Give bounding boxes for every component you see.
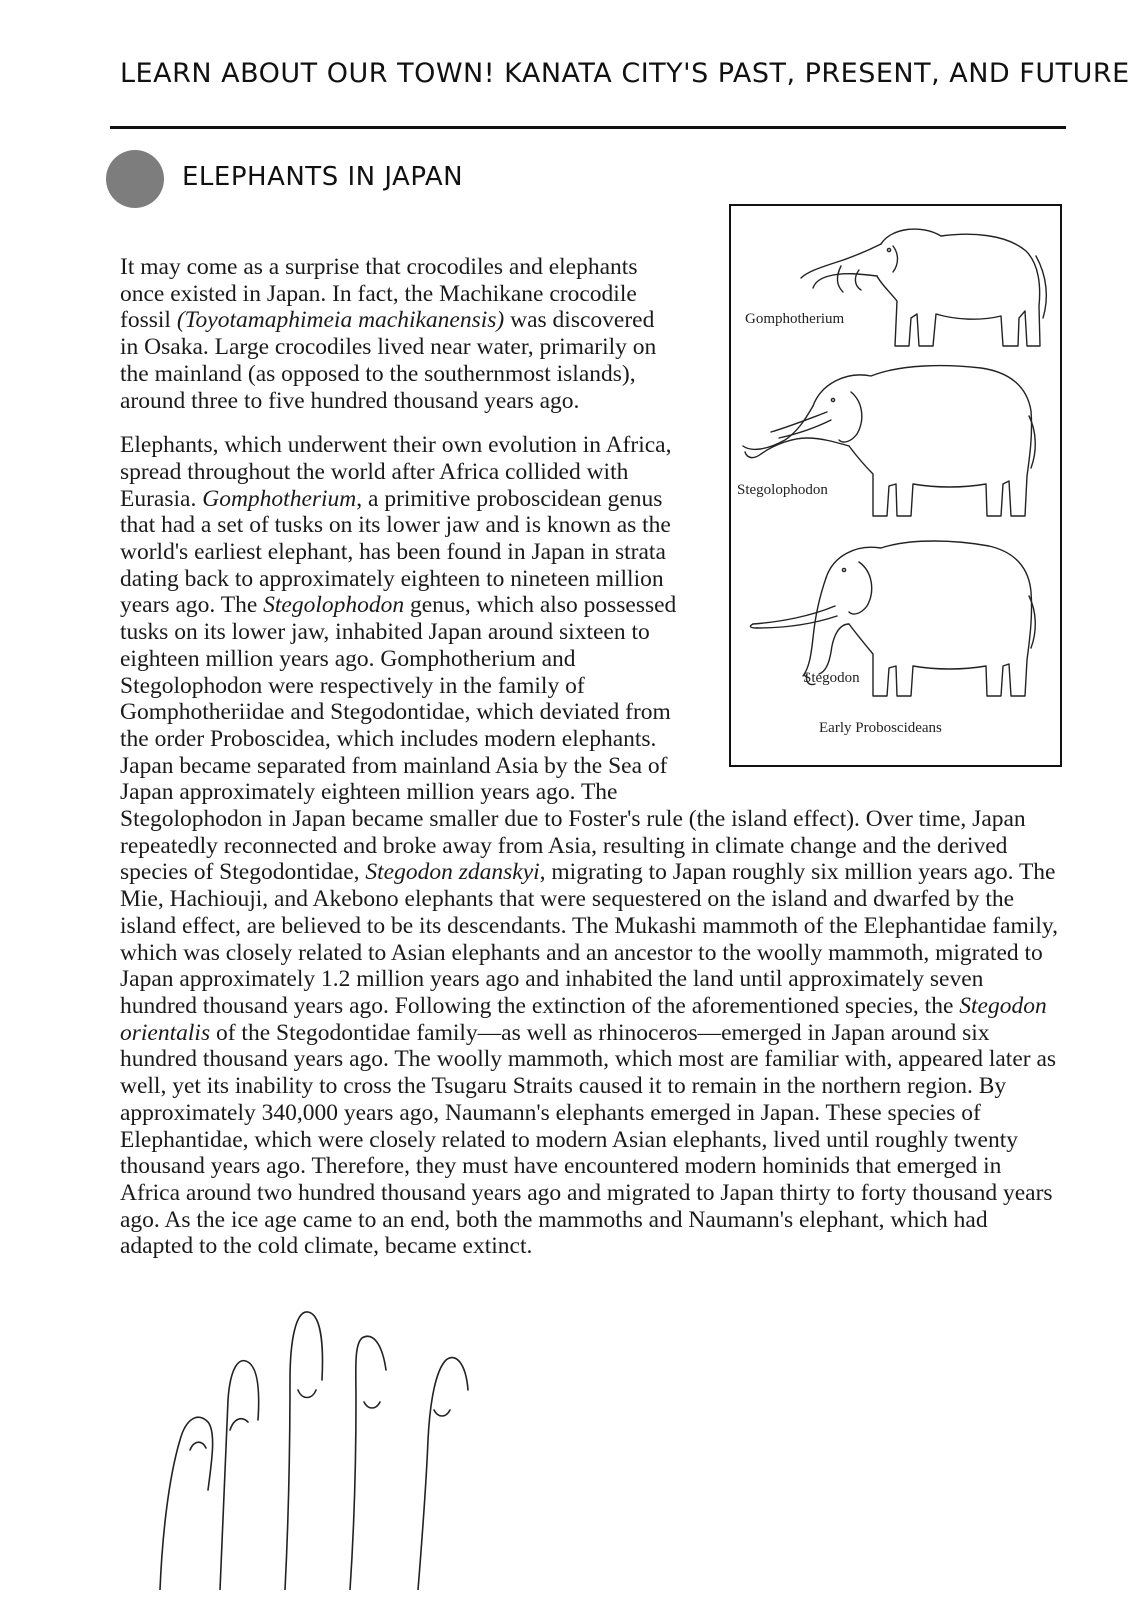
p2-text-1: Elephants, which underwent their own evolution in Africa, spread throughout the world after Africa collided with Eurasia. xyxy=(120,432,672,512)
p1-text-2: was discovered in Osaka. Large crocodiles lived near water, primarily on the mainland (as opposed to the southernmost islands), around three to five hundred thousand years ago. xyxy=(120,307,657,414)
p2-text-2: , a primitive proboscidean genus that had a set of tusks on its lower jaw and is known as the world's earliest elephant, has been found in Japan in strata dating back to approximately eighteen to nineteen million years ago. The xyxy=(120,485,671,619)
figure-wrap-spacer xyxy=(683,254,1065,784)
p1-text-1: It may come as a surprise that crocodiles and elephants once existed in Japan. In fact, the Machikane crocodile fossil xyxy=(120,254,638,334)
p2-species-zdanskyi: Stegodon zdanskyi xyxy=(365,859,540,886)
figure-caption: Early Proboscideans xyxy=(819,720,942,736)
figure-label-stegolophodon: Stegolophodon xyxy=(737,482,828,498)
p2-text-5: of the Stegodontidae family—as well as rhinoceros—emerged in Japan around six hundred thousand years ago. The woolly mammoth, which most are familiar with, appeared later as well, yet its inability to cross the Tsugaru Straits caused it to remain in the northern region. By approximately 340,000 years ago, Naumann's elephants emerged in Japan. These species of Elephantidae, which were closely related to modern Asian elephants, lived until roughly twenty thousand years ago. Therefore, they must have encountered modern hominids that emerged in Africa around two hundred thousand years ago and migrated to Japan thirty to forty thousand years ago. As the ice age came to an end, both the mammoths and Naumann's elephant, which had adapted to the cold climate, became extinct. xyxy=(120,1019,1057,1260)
section-bullet-icon xyxy=(106,150,164,208)
figure-label-stegodon: Stegodon xyxy=(803,670,860,686)
p2-genus-gomphotherium: Gomphotherium xyxy=(202,485,357,512)
p2-genus-stegolophodon: Stegolophodon xyxy=(263,592,405,619)
p2-species-orientalis: Stegodon orientalis xyxy=(120,992,1047,1046)
section-title: ELEPHANTS IN JAPAN xyxy=(182,162,464,192)
page-header-title: LEARN ABOUT OUR TOWN! KANATA CITY'S PAST, PRESENT, AND FUTURE xyxy=(120,58,1130,89)
p1-species-name: (Toyotamaphimeia machikanensis) xyxy=(176,307,505,334)
hand-sketch-icon xyxy=(150,1290,510,1590)
header-divider xyxy=(110,126,1066,129)
p2-text-4: , migrating to Japan roughly six million years ago. The Mie, Hachiouji, and Akebono elephants that were sequestered on the island and dwarfed by the island effect, are believed to be its descendants. The Mukashi mammoth of the Elephantidae family, which was closely related to Asian elephants and an ancestor to the woolly mammoth, migrated to Japan approximately 1.2 million years ago and inhabited the land until approximately seven hundred thousand years ago. Following the extinction of the aforementioned species, the xyxy=(120,859,1058,1019)
figure-label-gomphotherium: Gomphotherium xyxy=(745,311,845,327)
article-body xyxy=(120,254,1065,1260)
p2-text-3: genus, which also possessed tusks on its lower jaw, inhabited Japan around sixteen to eighteen million years ago. Gomphotherium and Stegolophodon were respectively in the family of Gomphotheriidae and Stegodontidae, which deviated from the order Proboscidea, which includes modern elephants. Japan became separated from mainland Asia by the Sea of Japan approximately eighteen million years ago. The Stegolophodon in Japan became smaller due to Foster's rule (the island effect). Over time, Japan repeatedly reconnected and broke away from Asia, resulting in climate change and the derived species of Stegodontidae, xyxy=(120,592,1026,886)
